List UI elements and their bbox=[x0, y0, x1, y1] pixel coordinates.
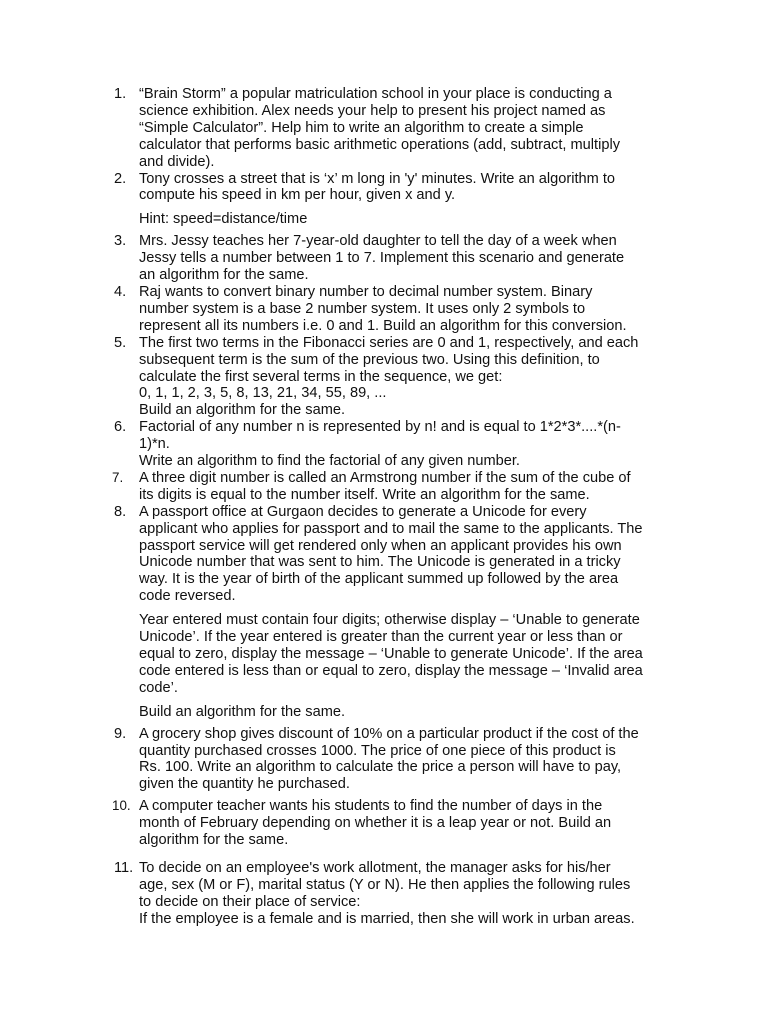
text-line: algorithm for the same. bbox=[139, 832, 289, 849]
question-number: 5. bbox=[114, 334, 127, 351]
question-paragraph bbox=[139, 419, 682, 470]
text-line: 1)*n. bbox=[139, 436, 170, 453]
text-line: Jessy tells a number between 1 to 7. Implement this scenario and generate bbox=[139, 250, 625, 267]
question-paragraph bbox=[139, 726, 682, 794]
text-line: equal to zero, display the message – ‘Unable to generate Unicode’. If the area bbox=[139, 646, 643, 662]
question-paragraph bbox=[139, 211, 682, 228]
text-line: 0, 1, 1, 2, 3, 5, 8, 13, 21, 34, 55, 89, ... bbox=[139, 385, 387, 402]
text-line: given the quantity he purchased. bbox=[139, 776, 350, 793]
text-line: subsequent term is the sum of the previous two. Using this definition, to bbox=[139, 351, 600, 368]
question-item bbox=[112, 86, 682, 171]
text-line: Hint: speed=distance/time bbox=[139, 211, 308, 228]
text-line: A grocery shop gives discount of 10% on a particular product if the cost of the bbox=[139, 725, 639, 742]
text-line: its digits is equal to the number itself. Write an algorithm for the same. bbox=[139, 486, 590, 503]
question-paragraph bbox=[139, 335, 682, 420]
text-line: Tony crosses a street that is ‘x’ m long in 'y' minutes. Write an algorithm to bbox=[139, 170, 615, 187]
question-paragraph bbox=[139, 612, 682, 697]
text-line: number system is a base 2 number system. It uses only 2 symbols to bbox=[139, 300, 586, 317]
question-paragraph bbox=[139, 860, 682, 928]
text-line: Unicode’. If the year entered is greater than the current year or less than or bbox=[139, 629, 623, 646]
question-number: 2. bbox=[114, 170, 127, 187]
text-line: The first two terms in the Fibonacci series are 0 and 1, respectively, and each bbox=[139, 334, 639, 351]
text-line: quantity purchased crosses 1000. The price of one piece of this product is bbox=[139, 742, 616, 759]
text-line: code reversed. bbox=[139, 588, 236, 605]
question-number: 8. bbox=[114, 503, 127, 520]
text-line: science exhibition. Alex needs your help to present his project named as bbox=[139, 102, 606, 119]
text-line: Mrs. Jessy teaches her 7-year-old daughter to tell the day of a week when bbox=[139, 233, 617, 250]
text-line: Write an algorithm to find the factorial of any given number. bbox=[139, 453, 520, 470]
text-line: If the employee is a female and is married, then she will work in urban areas. bbox=[139, 910, 635, 927]
text-line: an algorithm for the same. bbox=[139, 267, 309, 284]
question-item bbox=[112, 470, 682, 504]
text-line: and divide). bbox=[139, 153, 215, 170]
text-line: “Brain Storm” a popular matriculation school in your place is conducting a bbox=[139, 86, 612, 102]
text-line: age, sex (M or F), marital status (Y or N). He then applies the following rules bbox=[139, 876, 631, 893]
question-item bbox=[112, 504, 682, 721]
text-line: To decide on an employee's work allotment, the manager asks for his/her bbox=[139, 859, 611, 876]
question-item bbox=[112, 860, 682, 928]
text-line: Build an algorithm for the same. bbox=[139, 402, 346, 419]
text-line: “Simple Calculator”. Help him to write an algorithm to create a simple bbox=[139, 119, 584, 136]
question-paragraph bbox=[139, 284, 682, 335]
text-line: calculate the first several terms in the sequence, we get: bbox=[139, 368, 503, 385]
text-line: Year entered must contain four digits; otherwise display – ‘Unable to generate bbox=[139, 612, 640, 629]
question-paragraph bbox=[139, 470, 682, 504]
text-line: Rs. 100. Write an algorithm to calculate the price a person will have to pay, bbox=[139, 759, 622, 776]
text-line: code entered is less than or equal to zero, display the message – ‘Invalid area bbox=[139, 662, 643, 679]
text-line: Raj wants to convert binary number to decimal number system. Binary bbox=[139, 283, 593, 300]
question-item bbox=[112, 171, 682, 229]
question-list bbox=[112, 86, 682, 928]
question-number: 7. bbox=[112, 469, 124, 485]
text-line: code’. bbox=[139, 679, 178, 696]
text-line: calculator that performs basic arithmetic operations (add, subtract, multiply bbox=[139, 136, 620, 153]
question-paragraph bbox=[139, 86, 682, 171]
question-item bbox=[112, 798, 682, 849]
text-line: Factorial of any number n is represented by n! and is equal to 1*2*3*....*(n- bbox=[139, 419, 621, 436]
question-paragraph bbox=[139, 798, 682, 849]
question-number: 4. bbox=[114, 283, 127, 300]
question-number: 11. bbox=[114, 859, 134, 876]
text-line: A computer teacher wants his students to find the number of days in the bbox=[139, 798, 603, 815]
question-item bbox=[112, 233, 682, 284]
question-item bbox=[112, 419, 682, 470]
text-line: Unicode number that was sent to him. The Unicode is generated in a tricky bbox=[139, 554, 621, 571]
text-line: month of February depending on whether it is a leap year or not. Build an bbox=[139, 815, 612, 832]
text-line: A three digit number is called an Armstrong number if the sum of the cube of bbox=[139, 469, 631, 486]
question-paragraph bbox=[139, 171, 682, 205]
question-paragraph bbox=[139, 704, 682, 721]
text-line: A passport office at Gurgaon decides to generate a Unicode for every bbox=[139, 503, 587, 520]
question-number: 1. bbox=[114, 86, 127, 102]
question-paragraph bbox=[139, 504, 682, 605]
question-paragraph bbox=[139, 233, 682, 284]
text-line: applicant who applies for passport and to mail the same to the applicants. The bbox=[139, 520, 643, 537]
question-number: 10. bbox=[112, 798, 131, 814]
question-item bbox=[112, 284, 682, 335]
text-line: to decide on their place of service: bbox=[139, 893, 361, 910]
text-line: represent all its numbers i.e. 0 and 1. Build an algorithm for this conversion. bbox=[139, 317, 627, 334]
question-item bbox=[112, 726, 682, 794]
text-line: Build an algorithm for the same. bbox=[139, 703, 346, 720]
text-line: passport service will get rendered only when an applicant provides his own bbox=[139, 537, 622, 554]
question-number: 6. bbox=[114, 419, 127, 436]
text-line: compute his speed in km per hour, given x and y. bbox=[139, 187, 456, 204]
question-number: 9. bbox=[114, 725, 127, 742]
text-line: way. It is the year of birth of the applicant summed up followed by the area bbox=[139, 571, 619, 588]
question-number: 3. bbox=[114, 233, 127, 250]
question-item bbox=[112, 335, 682, 420]
